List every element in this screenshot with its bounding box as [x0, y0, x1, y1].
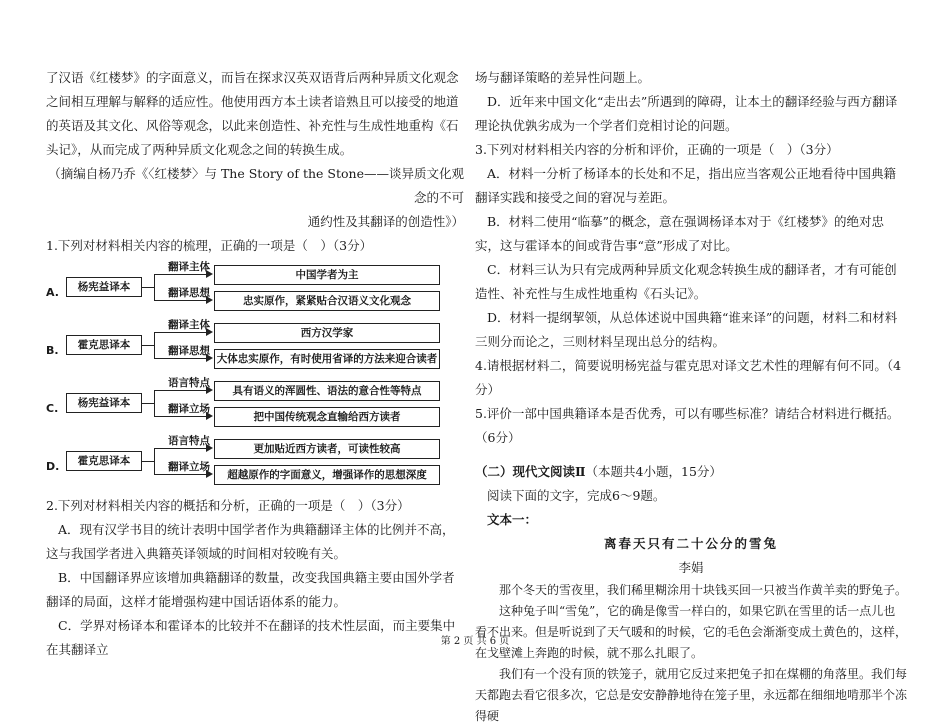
question-3-option-c: C．材料三认为只有完成两种异质文化观念转换生成的翻译者，才有可能创造性、补充性与生成性地重构《石头记》。 [475, 262, 897, 301]
connector-line [154, 300, 208, 301]
story-paragraph-1: 那个冬天的雪夜里，我们稀里糊涂用十块钱买回一只被当作黄羊卖的野兔子。 [499, 583, 908, 597]
branch-label: 翻译思想 [168, 287, 210, 299]
question-2-option-c: C．学界对杨译本和霍译本的比较并不在翻译的技术性层面，而主要集中在其翻译立 [46, 618, 456, 657]
translation-subject-box: 霍克思译本 [66, 451, 142, 471]
question-2-option-a: A．现有汉学书目的统计表明中国学者作为典籍翻译主体的比例并不高，这与我国学者进入典籍英译领域的时间相对较晚有关。 [46, 522, 455, 561]
question-5: 5.评价一部中国典籍译本是否优秀，可以有哪些标准？请结合材料进行概括。（6分） [475, 406, 900, 445]
connector-line [154, 474, 208, 475]
text-one-label: 文本一： [487, 512, 538, 527]
description-box: 大体忠实原作，有时使用省译的方法来迎合读者 [214, 349, 440, 369]
connector-line [142, 461, 154, 462]
connector-line [154, 274, 208, 275]
description-box: 把中国传统观念直输给西方读者 [214, 407, 440, 427]
connector-line [142, 345, 154, 346]
branch-label: 翻译思想 [168, 345, 210, 357]
connector-line [154, 332, 208, 333]
connector-line [154, 358, 208, 359]
page-footer: 第 2 页 共 6 页 [440, 636, 510, 647]
section-heading-title: （二）现代文阅读Ⅱ [475, 464, 586, 479]
connector-line [154, 448, 208, 449]
branch-label: 翻译立场 [168, 403, 210, 415]
question-3: 3.下列对材料相关内容的分析和评价，正确的一项是（ ）（3分） [475, 142, 839, 157]
connector-line [154, 416, 208, 417]
description-box: 中国学者为主 [214, 265, 440, 285]
translation-subject-box: 杨宪益译本 [66, 393, 142, 413]
description-box: 具有语义的浑圆性、语法的意合性等特点 [214, 381, 440, 401]
question-3-option-a: A．材料一分析了杨译本的长处和不足，指出应当客观公正地看待中国典籍翻译实践和接受之间的窘况与差距。 [475, 166, 897, 205]
source-citation-line1: （摘编自杨乃乔《〈红楼梦〉与 The Story of the Stone——谈异质文化观念的不可 [48, 166, 464, 205]
branch-label: 语言特点 [168, 377, 210, 389]
story-paragraph-2: 这种兔子叫“雪兔”，它的确是像雪一样白的，如果它趴在雪里的话一点儿也看不出来。但是听说到了天气暖和的时候，它的毛色会渐渐变成土黄色的，这样，在戈壁滩上奔跑的时候，就不那么扎眼了。 [475, 604, 908, 660]
question-3-option-b: B．材料二使用“临摹”的概念，意在强调杨译本对于《红楼梦》的绝对忠实，这与霍译本的间或背告事“意”形成了对比。 [475, 214, 884, 253]
section-heading-detail: （本题共4小题，15分） [585, 464, 722, 479]
branch-label: 翻译立场 [168, 461, 210, 473]
connector-line [142, 287, 154, 288]
connector-line [154, 390, 208, 391]
question-3-option-d: D．材料一提纲挈领，从总体述说中国典籍“谁来译”的问题，材料二和材料三则分而论之，三则材料呈现出总分的结构。 [475, 310, 898, 349]
left-column [46, 66, 464, 662]
option-letter: B. [46, 344, 59, 357]
branch-label: 翻译主体 [168, 319, 210, 331]
translation-comparison-diagram [46, 261, 464, 494]
story-author: 李娟 [678, 560, 704, 575]
question-2-option-b: B．中国翻译界应该增加典籍翻译的数量，改变我国典籍主要由国外学者翻译的局面，这样才能增强构建中国话语体系的能力。 [46, 570, 455, 609]
question-4: 4.请根据材料二，简要说明杨宪益与霍克思对译文艺术性的理解有何不同。（4分） [475, 358, 902, 397]
section-heading [475, 460, 907, 484]
connector-line [142, 403, 154, 404]
description-box: 超越原作的字面意义，增强译作的思想深度 [214, 465, 440, 485]
source-citation-line2: 通约性及其翻译的创造性》） [307, 214, 464, 229]
story-title: 离春天只有二十公分的雪兔 [603, 536, 778, 551]
option-letter: A. [46, 286, 59, 299]
right-column [475, 66, 907, 727]
description-box: 西方汉学家 [214, 323, 440, 343]
connector-line [154, 274, 155, 300]
branch-label: 语言特点 [168, 435, 210, 447]
question-2-option-c-continued: 场与翻译策略的差异性问题上。 [475, 70, 651, 85]
question-2: 2.下列对材料相关内容的概括和分析，正确的一项是（ ）（3分） [46, 498, 410, 513]
branch-label: 翻译主体 [168, 261, 210, 273]
question-2-option-d: D．近年来中国文化“走出去”所遇到的障碍，让本土的翻译经验与西方翻译理论执优孰劣成为一个学者们竞相讨论的问题。 [475, 94, 898, 133]
question-1: 1.下列对材料相关内容的梳理，正确的一项是（ ）（3分） [46, 238, 373, 253]
option-letter: C. [46, 402, 59, 415]
translation-subject-box: 霍克思译本 [66, 335, 142, 355]
passage-conclusion: 了汉语《红楼梦》的字面意义，而旨在探求汉英双语背后两种异质文化观念之间相互理解与解释的适应性。他使用西方本土读者谙熟且可以接受的地道的英语及其文化、风俗等观念，以此来创造性、补充性与生成性地重构《石头记》，从而完成了两种异质文化观念之间的转换生成。 [46, 70, 459, 157]
connector-line [154, 332, 155, 358]
connector-line [154, 448, 155, 474]
description-box: 更加贴近西方读者，可读性较高 [214, 439, 440, 459]
reading-instruction: 阅读下面的文字，完成6～9题。 [487, 488, 666, 503]
story-paragraph-3: 我们有一个没有顶的铁笼子，就用它反过来把兔子扣在煤棚的角落里。我们每天都跑去看它很多次，它总是安安静静地待在笼子里，永远都在细细地啃那半个冻得硬 [475, 667, 908, 723]
translation-subject-box: 杨宪益译本 [66, 277, 142, 297]
description-box: 忠实原作，紧紧贴合汉语义文化观念 [214, 291, 440, 311]
option-letter: D. [46, 460, 60, 473]
connector-line [154, 390, 155, 416]
